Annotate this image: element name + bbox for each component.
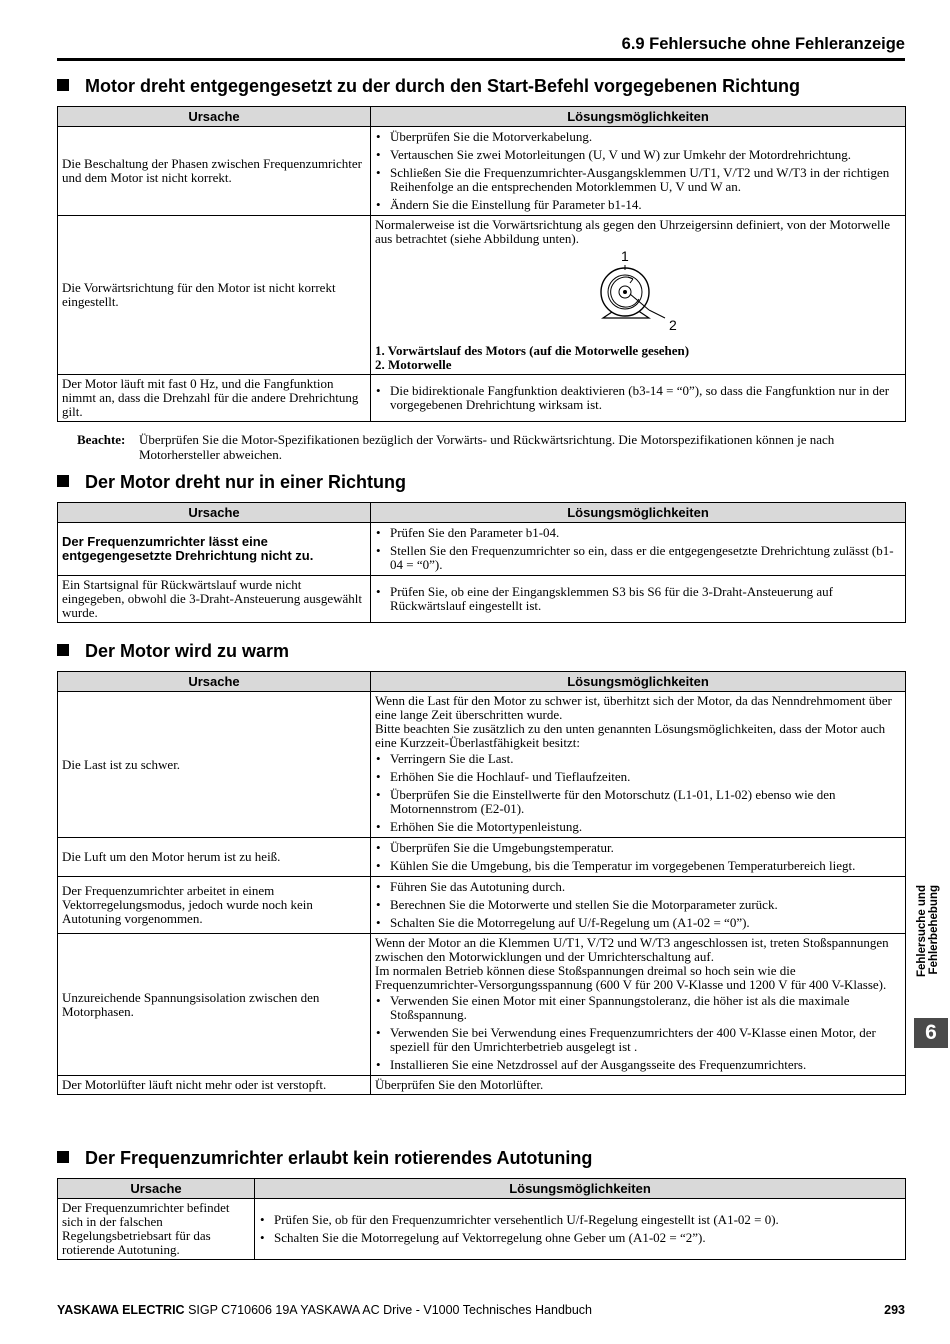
footer-doc: SIGP C710606 19A YASKAWA AC Drive - V1000 Technisches Handbuch [188,1303,593,1317]
table-row [58,1076,906,1095]
column-header-cause: Ursache [58,503,371,523]
solution-cell [371,838,906,877]
chapter-side-tab [914,885,950,1020]
table-motor-hot [57,671,906,1095]
section-heading-4 [57,1148,592,1169]
list-item: • Kühlen Sie die Umgebung, bis die Temperatur im vorgegebenen Temperaturbereich liegt. [375,859,901,873]
table-reverse-rotation [57,106,906,422]
side-tab-line: Fehlerbehebung [928,885,940,975]
motor-figure [375,248,901,344]
figure-label-2: 2 [669,317,677,333]
figure-caption-2: 2. Motorwelle [375,357,452,372]
column-header-cause: Ursache [58,672,371,692]
list-item: • Schließen Sie die Frequenzumrichter-Ausgangsklemmen U/T1, V/T2 und W/T3 in der richtigen Reihenfolge an die entsprechenden Motorklemmen U, V und W an. [375,166,901,194]
list-item: • Installieren Sie eine Netzdrossel auf der Ausgangsseite des Frequenzumrichters. [375,1058,901,1072]
figure-caption-1: 1. Vorwärtslauf des Motors (auf die Motorwelle gesehen) [375,343,690,358]
list-item: • Erhöhen Sie die Motortypenleistung. [375,820,901,834]
list-item: • Verwenden Sie bei Verwendung eines Frequenzumrichters der 400 V-Klasse einen Motor, der speziell für den Umrichterbetrieb ausgelegt ist . [375,1026,901,1054]
list-item: • Überprüfen Sie die Umgebungstemperatur. [375,841,901,855]
solution-cell [371,877,906,934]
list-item: • Verwenden Sie einen Motor mit einer Spannungstoleranz, die höher ist als die maximale Stoßspannung. [375,994,901,1022]
column-header-cause: Ursache [58,1179,255,1199]
cause-cell: Der Motorlüfter läuft nicht mehr oder ist verstopft. [58,1076,371,1095]
solution-cell [371,127,906,216]
solution-cell [371,934,906,1076]
table-row [58,934,906,1076]
header-title: 6.9 Fehlersuche ohne Fehleranzeige [621,35,905,53]
cause-cell: Die Last ist zu schwer. [58,692,371,838]
cause-cell: Ein Startsignal für Rückwärtslauf wurde nicht eingegeben, obwohl die 3-Draht-Ansteuerung ausgewählt wurde. [58,576,371,623]
solution-cell [371,576,906,623]
table-row [58,692,906,838]
list-item: • Berechnen Sie die Motorwerte und stellen Sie die Motorparameter zurück. [375,898,901,912]
solution-cell [371,523,906,576]
square-bullet-icon [57,1151,69,1163]
solution-text: Im normalen Betrieb können diese Stoßspannungen dreimal so hoch sein wie die Frequenzumrichter-Versorgungsspannung (600 V für 200 V-Klasse und 1200 V für 400 V-Klasse). [375,963,887,992]
cause-cell: Die Luft um den Motor herum ist zu heiß. [58,838,371,877]
cause-cell: Der Frequenzumrichter lässt eine entgegengesetzte Drehrichtung nicht zu. [58,523,371,576]
solution-cell [255,1199,906,1260]
section-heading-2 [57,472,406,493]
table-row [58,877,906,934]
note-text: Überprüfen Sie die Motor-Spezifikationen bezüglich der Vorwärts- und Rückwärtsrichtung. Die Motorspezifikationen können je nach Motorhersteller abweichen. [139,432,835,462]
cause-cell: Die Beschaltung der Phasen zwischen Frequenzumrichter und dem Motor ist nicht korrekt. [58,127,371,216]
table-row [58,375,906,422]
column-header-solution: Lösungsmöglichkeiten [255,1179,906,1199]
square-bullet-icon [57,475,69,487]
list-item: • Die bidirektionale Fangfunktion deaktivieren (b3-14 = “0”), so dass die Fangfunktion nur in der vorgegebenen Drehrichtung wirksam ist. [375,384,901,412]
column-header-solution: Lösungsmöglichkeiten [371,672,906,692]
table-row [58,523,906,576]
column-header-solution: Lösungsmöglichkeiten [371,107,906,127]
cause-cell: Der Frequenzumrichter befindet sich in der falschen Regelungsbetriebsart für das rotierende Autotuning. [58,1199,255,1260]
solution-cell: Überprüfen Sie den Motorlüfter. [371,1076,906,1095]
cause-cell: Unzureichende Spannungsisolation zwischen den Motorphasen. [58,934,371,1076]
section-title: Der Frequenzumrichter erlaubt kein rotierendes Autotuning [85,1148,593,1168]
table-row [58,576,906,623]
table-one-direction [57,502,906,623]
list-item: • Überprüfen Sie die Motorverkabelung. [375,130,901,144]
solution-text: Wenn die Last für den Motor zu schwer ist, überhitzt sich der Motor, da das Nenndrehmoment über eine lange Zeit überschritten wurde. [375,693,892,722]
cause-cell: Der Motor läuft mit fast 0 Hz, und die Fangfunktion nimmt an, dass die Drehzahl für die andere Drehrichtung gilt. [58,375,371,422]
list-item: • Überprüfen Sie die Einstellwerte für den Motorschutz (L1-01, L1-02) ebenso wie den Motornennstrom (E2-01). [375,788,901,816]
list-item: • Prüfen Sie den Parameter b1-04. [375,526,901,540]
solution-cell [371,692,906,838]
cause-cell: Die Vorwärtsrichtung für den Motor ist nicht korrekt eingestellt. [58,216,371,375]
section-title: Der Motor wird zu warm [85,641,290,661]
chapter-number-badge: 6 [914,1018,948,1048]
list-item: • Schalten Sie die Motorregelung auf U/f-Regelung um (A1-02 = “0”). [375,916,901,930]
solution-cell [371,375,906,422]
list-item: • Führen Sie das Autotuning durch. [375,880,901,894]
column-header-solution: Lösungsmöglichkeiten [371,503,906,523]
list-item: • Ändern Sie die Einstellung für Parameter b1-14. [375,198,901,212]
table-row [58,838,906,877]
square-bullet-icon [57,79,69,91]
table-row [58,216,906,375]
side-tab-line: Fehlersuche und [916,885,928,978]
list-item: • Vertauschen Sie zwei Motorleitungen (U, V und W) zur Umkehr der Motordrehrichtung. [375,148,901,162]
page-header [57,34,905,61]
cause-cell: Der Frequenzumrichter arbeitet in einem Vektorregelungsmodus, jedoch wurde noch kein Autotuning vorgenommen. [58,877,371,934]
note-label: Beachte: [77,432,126,447]
list-item: • Verringern Sie die Last. [375,752,901,766]
solution-text: Normalerweise ist die Vorwärtsrichtung als gegen den Uhrzeigersinn definiert, von der Motorwelle aus betrachtet (siehe Abbildung unten). [375,217,891,246]
list-item: • Stellen Sie den Frequenzumrichter so ein, dass er die entgegengesetzte Drehrichtung zulässt (b1-04 = “0”). [375,544,901,572]
section-title: Motor dreht entgegengesetzt zu der durch den Start-Befehl vorgegebenen Richtung [85,76,801,96]
figure-label-1: 1 [621,248,629,264]
solution-text: Bitte beachten Sie zusätzlich zu den unten genannten Lösungsmöglichkeiten, dass der Motor auch eine Kurzzeit-Überlastfähigkeit besitzt: [375,721,886,750]
column-header-cause: Ursache [58,107,371,127]
note [57,432,905,462]
list-item: • Prüfen Sie, ob für den Frequenzumrichter versehentlich U/f-Regelung eingestellt ist (A1-02 = 0). [259,1213,901,1227]
table-autotuning [57,1178,906,1260]
side-tab-label [916,885,940,1020]
footer-brand: YASKAWA ELECTRIC [57,1303,185,1317]
motor-rotation-icon [597,248,707,344]
list-item: • Schalten Sie die Motorregelung auf Vektorregelung ohne Geber um (A1-02 = “2”). [259,1231,901,1245]
section-title: Der Motor dreht nur in einer Richtung [85,472,407,492]
solution-cell [371,216,906,375]
list-item: • Erhöhen Sie die Hochlauf- und Tieflaufzeiten. [375,770,901,784]
page-footer [57,1303,905,1317]
section-heading-3 [57,641,289,662]
section-heading-1 [57,76,800,97]
table-row [58,1199,906,1260]
table-row [58,127,906,216]
solution-text: Wenn der Motor an die Klemmen U/T1, V/T2 und W/T3 angeschlossen ist, treten Stoßspannungen zwischen den Motorwicklungen und der Umrichterschaltung auf. [375,935,889,964]
square-bullet-icon [57,644,69,656]
list-item: • Prüfen Sie, ob eine der Eingangsklemmen S3 bis S6 für die 3-Draht-Ansteuerung auf Rückwärtslauf eingestellt ist. [375,585,901,613]
page-number: 293 [884,1303,905,1317]
